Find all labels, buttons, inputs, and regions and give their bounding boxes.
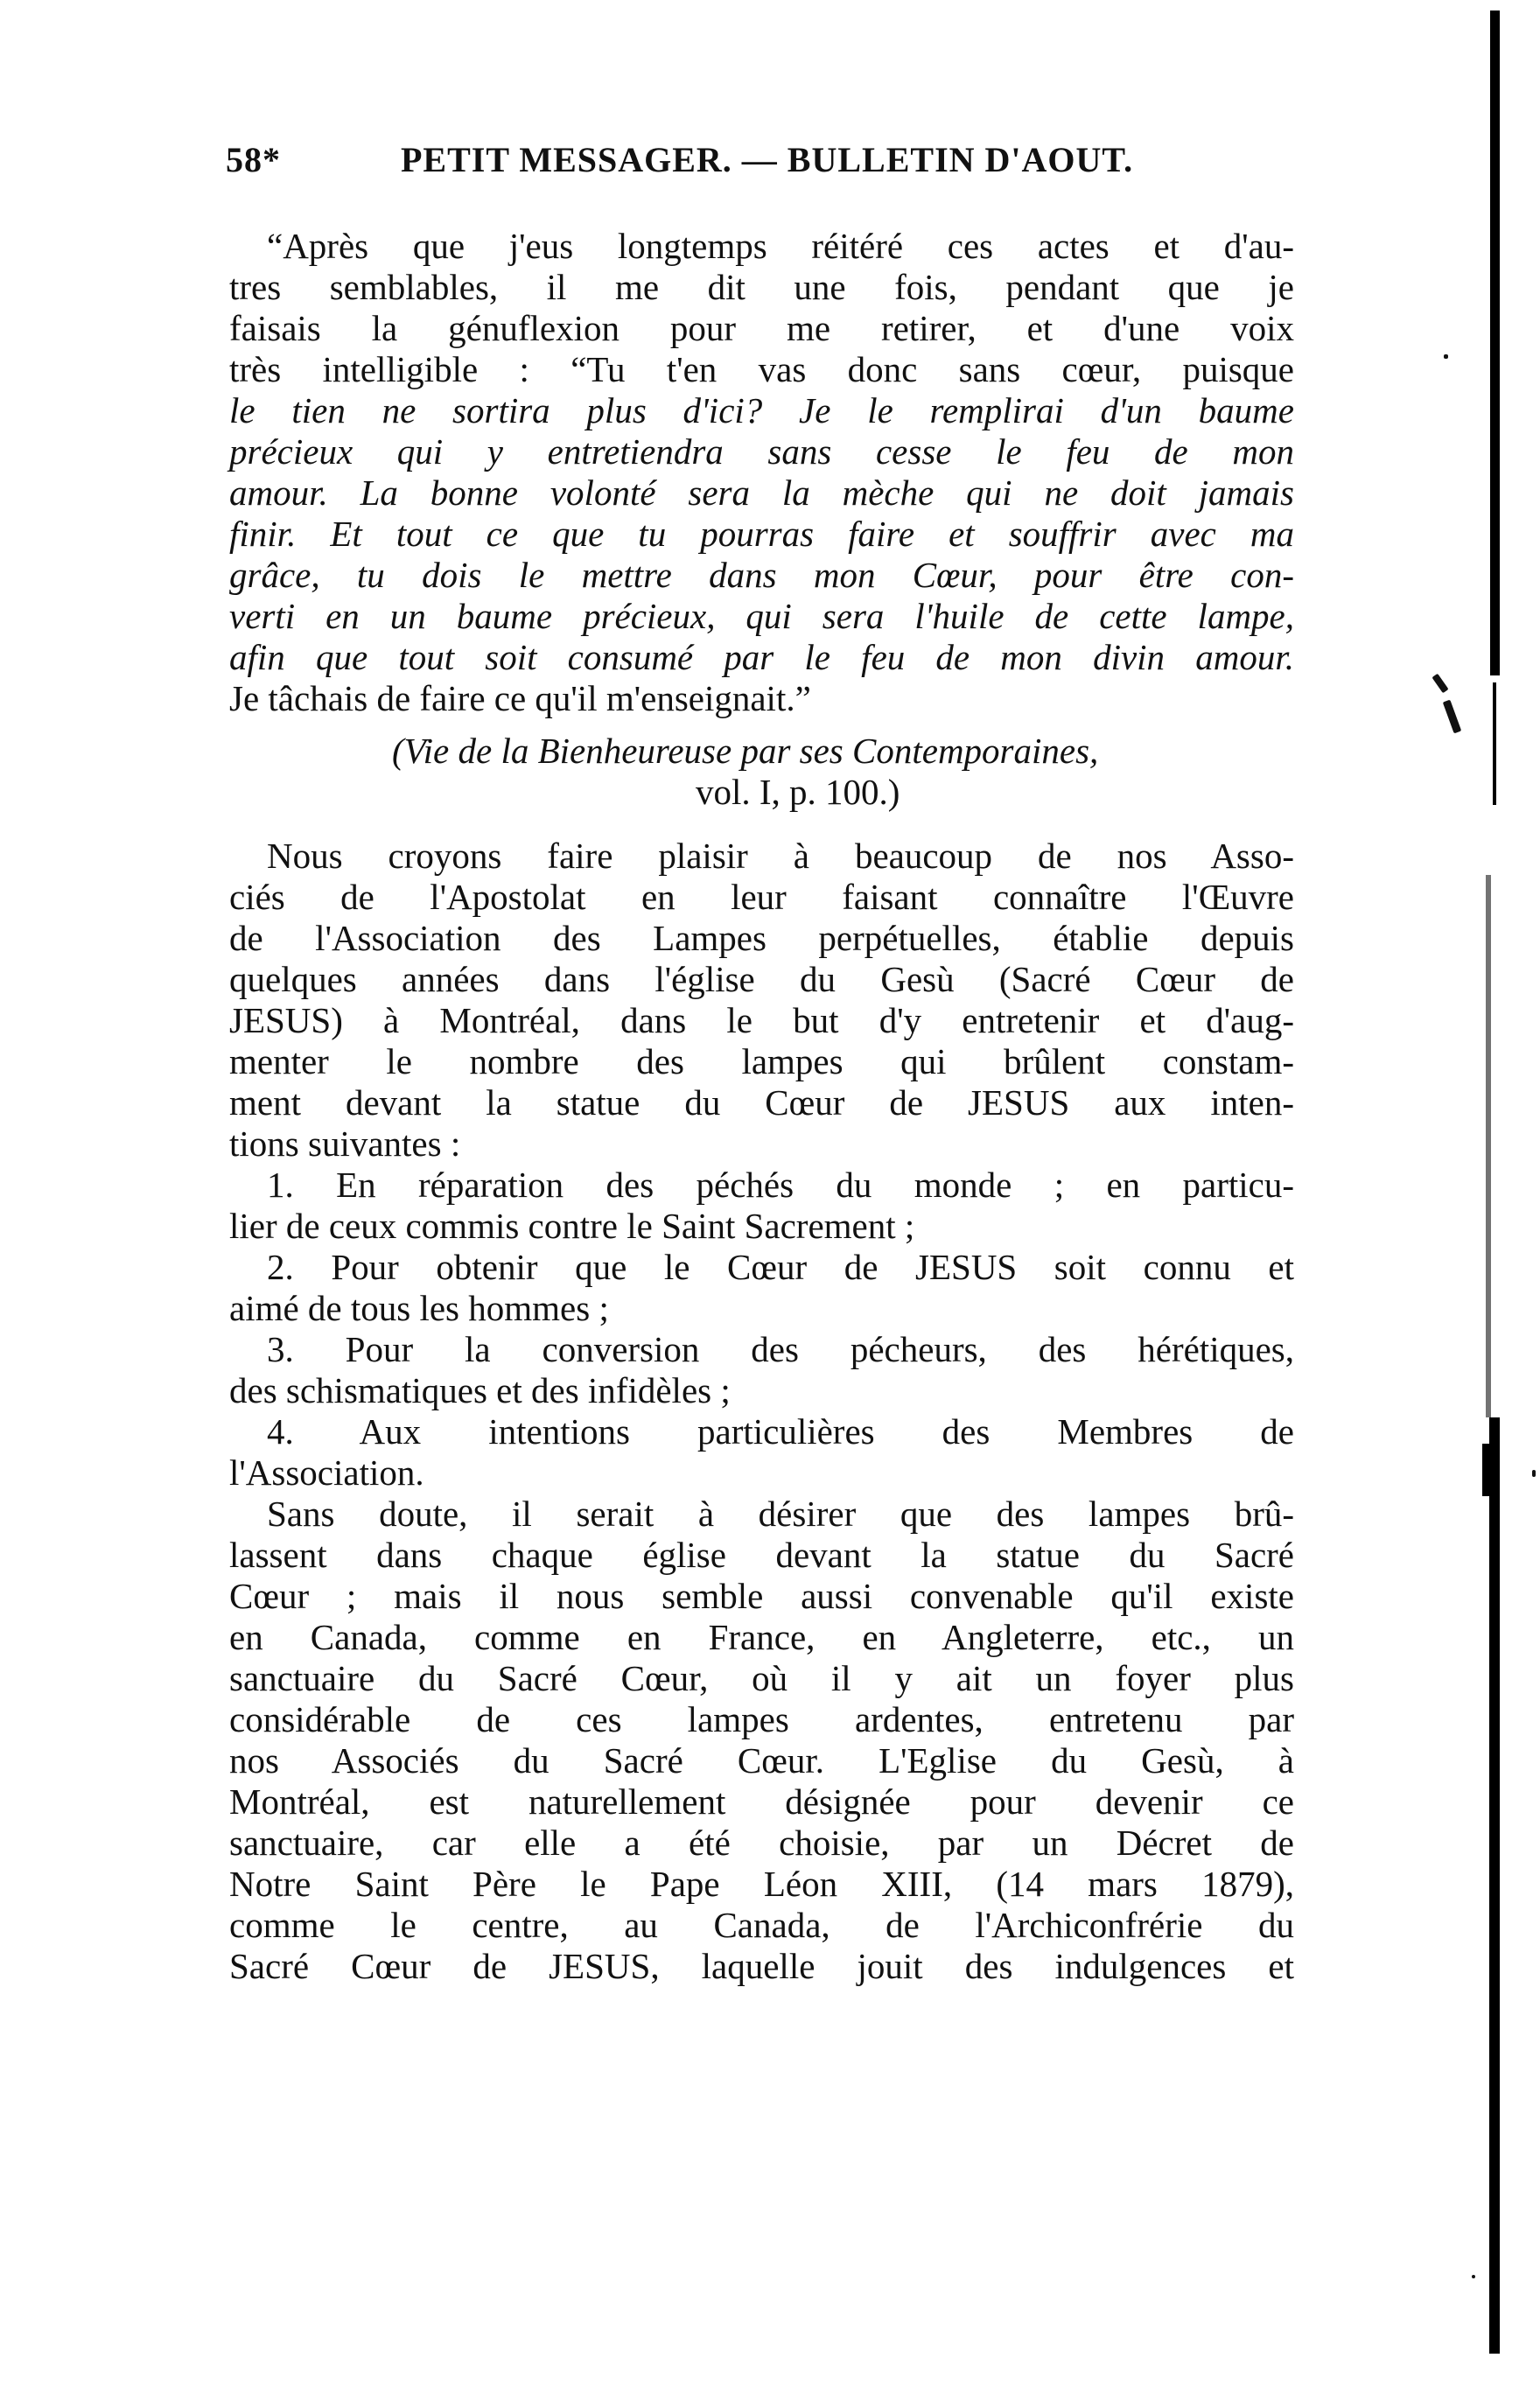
ink-mark <box>1532 1470 1536 1477</box>
text-line: quelques années dans l'église du Gesù (Sacré Cœur de <box>229 959 1294 999</box>
text-line: Cœur ; mais il nous semble aussi convenable qu'il existe <box>229 1576 1294 1616</box>
ink-mark <box>1444 354 1448 359</box>
quote-line: grâce, tu dois le mettre dans mon Cœur, pour être con- <box>229 555 1294 595</box>
ink-mark <box>1432 674 1448 694</box>
text-line: Nous croyons faire plaisir à beaucoup de nos Asso- <box>267 836 1294 876</box>
citation: (Vie de la Bienheureuse par ses Contemporaines, <box>392 731 1099 771</box>
list-item: 3. Pour la conversion des pécheurs, des hérétiques, <box>267 1329 1294 1369</box>
list-item: l'Association. <box>229 1452 424 1493</box>
quote-line: tres semblables, il me dit une fois, pendant que je <box>229 267 1294 307</box>
quote-line: amour. La bonne volonté sera la mèche qui ne doit jamais <box>229 472 1294 513</box>
text-line: Notre Saint Père le Pape Léon XIII, (14 mars 1879), <box>229 1864 1294 1904</box>
running-title: PETIT MESSAGER. — BULLETIN D'AOUT. <box>401 140 1134 179</box>
edge-shadow <box>1493 682 1496 805</box>
text-line: ment devant la statue du Cœur de JESUS aux inten- <box>229 1082 1294 1123</box>
edge-shadow <box>1482 1444 1489 1496</box>
ink-mark <box>1443 700 1461 734</box>
edge-shadow <box>1486 875 1491 1417</box>
text-line: de l'Association des Lampes perpétuelles, établie depuis <box>229 918 1294 958</box>
quote-line: afin que tout soit consumé par le feu de mon divin amour. <box>229 637 1294 677</box>
quote-line: “Après que j'eus longtemps réitéré ces actes et d'au- <box>267 226 1294 266</box>
edge-shadow <box>1490 10 1500 675</box>
list-item: 1. En réparation des péchés du monde ; en particu- <box>267 1165 1294 1205</box>
quote-line: Je tâchais de faire ce qu'il m'enseignait.” <box>229 678 811 718</box>
text-line: considérable de ces lampes ardentes, entretenu par <box>229 1699 1294 1739</box>
quote-line: faisais la génuflexion pour me retirer, et d'une voix <box>229 308 1294 348</box>
text-line: lassent dans chaque église devant la statue du Sacré <box>229 1535 1294 1575</box>
text-line: Sacré Cœur de JESUS, laquelle jouit des indulgences et <box>229 1946 1294 1986</box>
list-item: lier de ceux commis contre le Saint Sacrement ; <box>229 1206 915 1246</box>
edge-shadow <box>1489 1417 1500 2354</box>
citation: vol. I, p. 100.) <box>696 772 900 812</box>
list-item: 2. Pour obtenir que le Cœur de JESUS soit connu et <box>267 1247 1294 1287</box>
quote-line: précieux qui y entretiendra sans cesse le feu de mon <box>229 431 1294 472</box>
list-item: aimé de tous les hommes ; <box>229 1288 609 1328</box>
page-number: 58* <box>226 140 281 179</box>
list-item: 4. Aux intentions particulières des Membres de <box>267 1411 1294 1452</box>
text-line: en Canada, comme en France, en Angleterre, etc., un <box>229 1617 1294 1657</box>
quote-line: très intelligible : “Tu t'en vas donc sans cœur, puisque <box>229 349 1294 389</box>
quote-line: finir. Et tout ce que tu pourras faire et souffrir avec ma <box>229 514 1294 554</box>
quote-line: le tien ne sortira plus d'ici? Je le remplirai d'un baume <box>229 390 1294 430</box>
list-item: des schismatiques et des infidèles ; <box>229 1370 731 1410</box>
text-line: Montréal, est naturellement désignée pour devenir ce <box>229 1781 1294 1822</box>
text-line: sanctuaire du Sacré Cœur, où il y ait un foyer plus <box>229 1658 1294 1698</box>
quote-line: verti en un baume précieux, qui sera l'huile de cette lampe, <box>229 596 1294 636</box>
text-line: Sans doute, il serait à désirer que des lampes brû- <box>267 1494 1294 1534</box>
text-line: sanctuaire, car elle a été choisie, par un Décret de <box>229 1823 1294 1863</box>
running-head <box>226 138 1136 182</box>
text-line: nos Associés du Sacré Cœur. L'Eglise du Gesù, à <box>229 1740 1294 1781</box>
ink-mark <box>1472 2275 1475 2278</box>
text-line: JESUS) à Montréal, dans le but d'y entretenir et d'aug- <box>229 1000 1294 1040</box>
text-line: menter le nombre des lampes qui brûlent constam- <box>229 1041 1294 1081</box>
text-line: tions suivantes : <box>229 1123 461 1164</box>
text-line: comme le centre, au Canada, de l'Archiconfrérie du <box>229 1905 1294 1945</box>
text-line: ciés de l'Apostolat en leur faisant connaître l'Œuvre <box>229 877 1294 917</box>
